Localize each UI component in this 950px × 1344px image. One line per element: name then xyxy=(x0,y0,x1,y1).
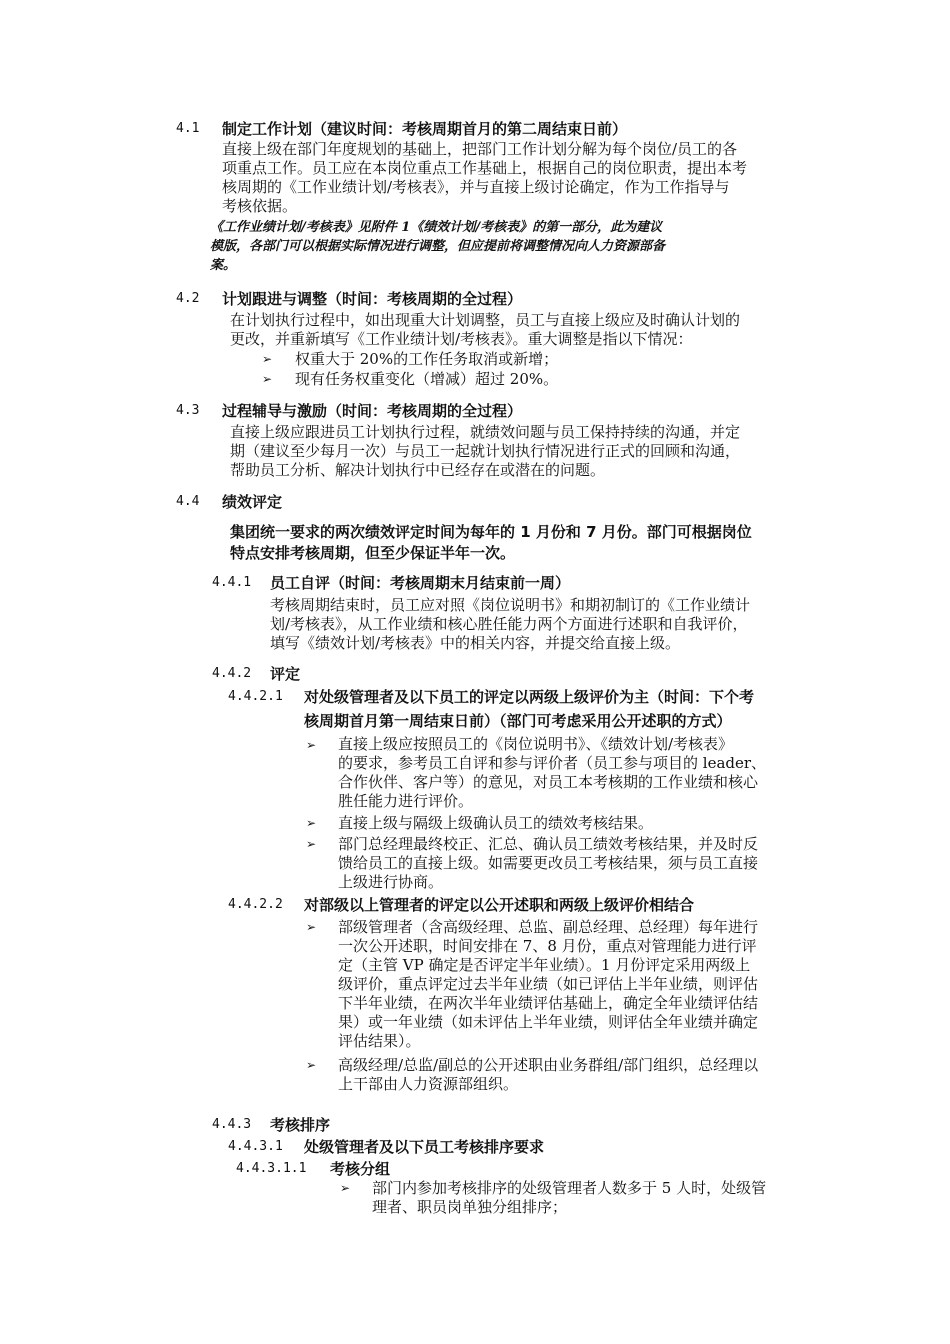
text-line: 帮助员工分析、解决计划执行中已经存在或潜在的问题。 xyxy=(230,461,606,479)
bullet-text xyxy=(372,1179,766,1217)
text-line: 果）或一年业绩（如未评估上半年业绩，则评估全年业绩并确定 xyxy=(338,1013,759,1031)
section-4-4-2-1-title xyxy=(304,685,754,733)
section-4-2-number: 4.2 xyxy=(176,291,200,306)
title-line: 对处级管理者及以下员工的评定以两级上级评价为主（时间：下个考 xyxy=(304,688,755,706)
title-line: 核周期首月第一周结束日前）（部门可考虑采用公开述职的方式） xyxy=(304,712,732,730)
text-line: 在计划执行过程中，如出现重大计划调整，员工与直接上级应及时确认计划的 xyxy=(230,311,741,329)
bold-line: 特点安排考核周期，但至少保证半年一次。 xyxy=(230,544,516,562)
bullet-arrow-icon: ➢ xyxy=(262,372,273,386)
bold-line: 集团统一要求的两次绩效评定时间为每年的 1 月份和 7 月份。部门可根据岗位 xyxy=(230,523,752,541)
section-4-4-3-number: 4.4.3 xyxy=(212,1117,252,1132)
section-4-4-2-1-number: 4.4.2.1 xyxy=(228,689,283,704)
bullet-arrow-icon: ➢ xyxy=(306,1058,317,1072)
text-line: 理者、职员岗单独分组排序； xyxy=(372,1198,568,1216)
bullet-text xyxy=(338,918,758,1051)
note-line: 《工作业绩计划/考核表》见附件 1《绩效计划/考核表》的第一部分，此为建议 xyxy=(210,220,663,235)
section-4-2-body xyxy=(230,311,740,349)
text-line: 直接上级在部门年度规划的基础上，把部门工作计划分解为每个岗位/员工的各 xyxy=(222,140,738,158)
note-line: 模版，各部门可以根据实际情况进行调整，但应提前将调整情况向人力资源部备 xyxy=(210,239,666,254)
text-line: 核周期的《工作业绩计划/考核表》，并与直接上级讨论确定，作为工作指导与 xyxy=(222,178,730,196)
section-4-1-note xyxy=(210,218,665,275)
text-line: 上级进行协商。 xyxy=(338,873,444,891)
bullet-text xyxy=(338,735,766,811)
text-line: 期（建议至少每月一次）与员工一起就计划执行情况进行正式的回顾和沟通， xyxy=(230,442,741,460)
section-4-3-number: 4.3 xyxy=(176,403,200,418)
text-line: 部级管理者（含高级经理、总监、副总经理、总经理）每年进行 xyxy=(338,918,759,936)
bullet-text: 直接上级与隔级上级确认员工的绩效考核结果。 xyxy=(338,814,654,832)
bullet-arrow-icon: ➢ xyxy=(306,738,317,752)
bullet-arrow-icon: ➢ xyxy=(306,837,317,851)
text-line: 填写《绩效计划/考核表》中的相关内容，并提交给直接上级。 xyxy=(270,634,681,652)
section-4-3-body xyxy=(230,423,740,480)
bullet-arrow-icon: ➢ xyxy=(306,920,317,934)
text-line: 一次公开述职，时间安排在 7、8 月份，重点对管理能力进行评 xyxy=(338,937,757,955)
text-line: 胜任能力进行评价。 xyxy=(338,792,474,810)
text-line: 定（主管 VP 确定是否评定半年业绩）。1 月份评定采用两级上 xyxy=(338,956,751,974)
section-4-4-3-1-title: 处级管理者及以下员工考核排序要求 xyxy=(304,1138,545,1156)
text-line: 级评价，重点评定过去半年业绩（如已评估上半年业绩，则评估 xyxy=(338,975,759,993)
text-line: 部门总经理最终校正、汇总、确认员工绩效考核结果，并及时反 xyxy=(338,835,759,853)
section-4-4-intro xyxy=(230,522,752,564)
text-line: 下半年业绩，在两次半年业绩评估基础上，确定全年业绩评估结 xyxy=(338,994,759,1012)
text-line: 合作伙伴、客户等）的意见，对员工本考核期的工作业绩和核心 xyxy=(338,773,759,791)
note-line: 案。 xyxy=(210,258,237,273)
text-line: 部门内参加考核排序的处级管理者人数多于 5 人时，处级管 xyxy=(372,1179,767,1197)
section-4-1-body xyxy=(222,140,747,216)
text-line: 项重点工作。员工应在本岗位重点工作基础上，根据自己的岗位职责，提出本考 xyxy=(222,159,748,177)
text-line: 考核周期结束时，员工应对照《岗位说明书》和期初制订的《工作业绩计 xyxy=(270,596,751,614)
bullet-arrow-icon: ➢ xyxy=(262,352,273,366)
section-4-1-title: 制定工作计划（建议时间：考核周期首月的第二周结束日前） xyxy=(222,120,628,138)
text-line: 更改，并重新填写《工作业绩计划/考核表》。重大调整是指以下情况： xyxy=(230,330,693,348)
bullet-text: 权重大于 20%的工作任务取消或新增； xyxy=(295,350,559,368)
section-4-1-number: 4.1 xyxy=(176,121,200,136)
section-4-3-title: 过程辅导与激励（时间：考核周期的全过程） xyxy=(222,402,523,420)
section-4-4-2-2-title: 对部级以上管理者的评定以公开述职和两级上级评价相结合 xyxy=(304,896,695,914)
text-line: 的要求，参考员工自评和参与评价者（员工参与项目的 leader、 xyxy=(338,754,767,772)
bullet-text: 现有任务权重变化（增减）超过 20%。 xyxy=(295,370,559,388)
section-4-4-1-title: 员工自评（时间：考核周期末月结束前一周） xyxy=(270,574,571,592)
section-4-4-number: 4.4 xyxy=(176,494,200,509)
section-4-4-1-body xyxy=(270,596,750,653)
bullet-text xyxy=(338,835,758,892)
section-4-2-title: 计划跟进与调整（时间：考核周期的全过程） xyxy=(222,290,523,308)
section-4-4-3-title: 考核排序 xyxy=(270,1116,331,1134)
text-line: 馈给员工的直接上级。如需要更改员工考核结果，须与员工直接 xyxy=(338,854,759,872)
bullet-arrow-icon: ➢ xyxy=(340,1181,351,1195)
section-4-4-2-2-number: 4.4.2.2 xyxy=(228,897,283,912)
section-4-4-title: 绩效评定 xyxy=(222,493,283,511)
section-4-4-3-1-1-number: 4.4.3.1.1 xyxy=(236,1161,307,1176)
text-line: 直接上级应按照员工的《岗位说明书》、《绩效计划/考核表》 xyxy=(338,735,734,753)
text-line: 划/考核表》，从工作业绩和核心胜任能力两个方面进行述职和自我评价， xyxy=(270,615,748,633)
section-4-4-1-number: 4.4.1 xyxy=(212,575,252,590)
bullet-arrow-icon: ➢ xyxy=(306,816,317,830)
text-line: 考核依据。 xyxy=(222,197,298,215)
text-line: 直接上级应跟进员工计划执行过程，就绩效问题与员工保持持续的沟通，并定 xyxy=(230,423,741,441)
text-line: 高级经理/总监/副总的公开述职由业务群组/部门组织，总经理以 xyxy=(338,1056,759,1074)
section-4-4-2-title: 评定 xyxy=(270,665,301,683)
section-4-4-3-1-number: 4.4.3.1 xyxy=(228,1139,283,1154)
text-line: 评估结果）。 xyxy=(338,1032,421,1050)
section-4-4-2-number: 4.4.2 xyxy=(212,666,252,681)
bullet-text xyxy=(338,1056,758,1094)
section-4-4-3-1-1-title: 考核分组 xyxy=(330,1160,391,1178)
text-line: 上干部由人力资源部组织。 xyxy=(338,1075,519,1093)
